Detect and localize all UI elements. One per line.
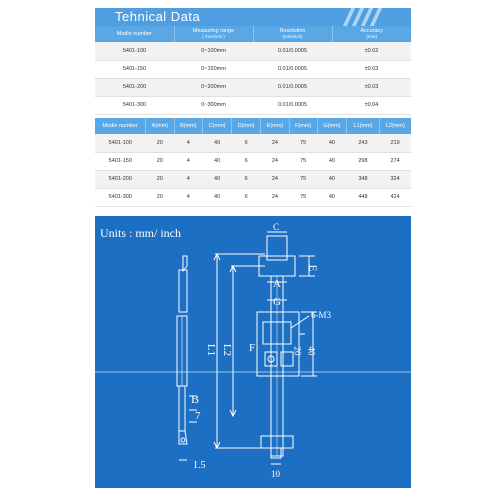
table-cell: 5401-100 [95,134,146,152]
table-cell: 348 [347,170,380,188]
column-header: Modle number [95,118,146,134]
dim-label-10: 10 [271,469,280,479]
dimensions-table [95,118,411,207]
table-cell: 0.01/0.0005 [253,42,332,60]
column-header: G(mm) [317,118,347,134]
table-cell: 4 [174,170,203,188]
table-cell: 75 [289,134,317,152]
table-cell: 219 [379,134,411,152]
table-row [95,42,411,60]
table-cell: 4 [174,188,203,206]
dim-label-40: 40 [306,346,317,356]
table-cell: 424 [379,188,411,206]
table-cell: 448 [347,188,380,206]
table-cell: 75 [289,188,317,206]
technical-data-table [95,26,411,115]
table-cell: 40 [203,134,232,152]
column-header: D(mm) [232,118,261,134]
table-row [95,188,411,206]
dim-label-c: C [273,222,280,232]
table-cell: 24 [261,188,290,206]
table-cell: 40 [317,152,347,170]
table-cell: 5401-200 [95,78,174,96]
column-header: L2(mm) [379,118,411,134]
table-cell: 243 [347,134,380,152]
table-cell: ±0.02 [332,42,411,60]
dim-label-l2: L2 [221,343,234,357]
table-cell: 40 [203,170,232,188]
column-header: A(mm) [146,118,175,134]
table-row [95,96,411,114]
table-cell: 20 [146,188,175,206]
table-cell: 6 [232,134,261,152]
table-cell: 0~200mm [174,78,253,96]
section-banner [95,8,411,26]
table-header-row [95,118,411,134]
column-header: Measuring range ( mm/inch ) [174,26,253,42]
column-header: F(mm) [289,118,317,134]
table-cell: 6 [232,188,261,206]
column-header: C(mm) [203,118,232,134]
table-cell: 40 [317,134,347,152]
table-cell: 40 [203,188,232,206]
table-cell: 0.01/0.0005 [253,60,332,78]
table-header-row [95,26,411,42]
table-cell: 4 [174,152,203,170]
column-header: Resolution (mm/inch) [253,26,332,42]
table-cell: 6 [232,152,261,170]
column-header: B(mm) [174,118,203,134]
table-cell: 20 [146,152,175,170]
column-header: L1(mm) [347,118,380,134]
table-cell: ±0.04 [332,96,411,114]
table-cell: 20 [146,170,175,188]
units-label: Units : mm/ inch [100,226,181,240]
table-cell: 75 [289,170,317,188]
table-cell: ±0.03 [332,60,411,78]
table-cell: 75 [289,152,317,170]
dim-label-20: 20 [292,346,303,356]
decorative-stripes [343,8,403,26]
section-title: Tehnical Data [115,9,201,24]
table-cell: 0.01/0.0005 [253,78,332,96]
table-cell: 5401-150 [95,60,174,78]
table-cell: 0.01/0.0005 [253,96,332,114]
table-cell: 298 [347,152,380,170]
table-row [95,170,411,188]
table-row [95,78,411,96]
dim-label-e: E [306,264,319,272]
table-cell: 324 [379,170,411,188]
table-cell: 274 [379,152,411,170]
table-row [95,60,411,78]
dim-label-g: G [273,296,281,308]
table-cell: 40 [317,188,347,206]
table-row [95,152,411,170]
table-cell: 24 [261,152,290,170]
dim-label-l1: L1 [205,343,218,357]
table-row [95,134,411,152]
table-cell: 24 [261,170,290,188]
table-cell: 5401-150 [95,152,146,170]
table-cell: 0~300mm [174,96,253,114]
table-cell: 0~150mm [174,60,253,78]
table-cell: 0~100mm [174,42,253,60]
table-cell: 5401-100 [95,42,174,60]
screw-spec-label: 6-M3 [311,310,331,320]
dim-label-f: F [249,342,256,354]
table-cell: 6 [232,170,261,188]
dim-label-1-5: 1.5 [193,460,206,471]
table-cell: ±0.03 [332,78,411,96]
column-header: Modle number [95,26,174,42]
table-cell: 20 [146,134,175,152]
table-cell: 40 [203,152,232,170]
dimension-drawing [95,216,411,488]
table-cell: 4 [174,134,203,152]
column-header: E(mm) [261,118,290,134]
dim-label-b: B [191,392,200,406]
dim-label-7: 7 [195,410,201,422]
dim-label-a: A [273,278,281,290]
table-cell: 40 [317,170,347,188]
table-cell: 5401-300 [95,96,174,114]
table-cell: 5401-300 [95,188,146,206]
column-header: Accuracy (mm) [332,26,411,42]
table-cell: 24 [261,134,290,152]
table-cell: 5401-200 [95,170,146,188]
